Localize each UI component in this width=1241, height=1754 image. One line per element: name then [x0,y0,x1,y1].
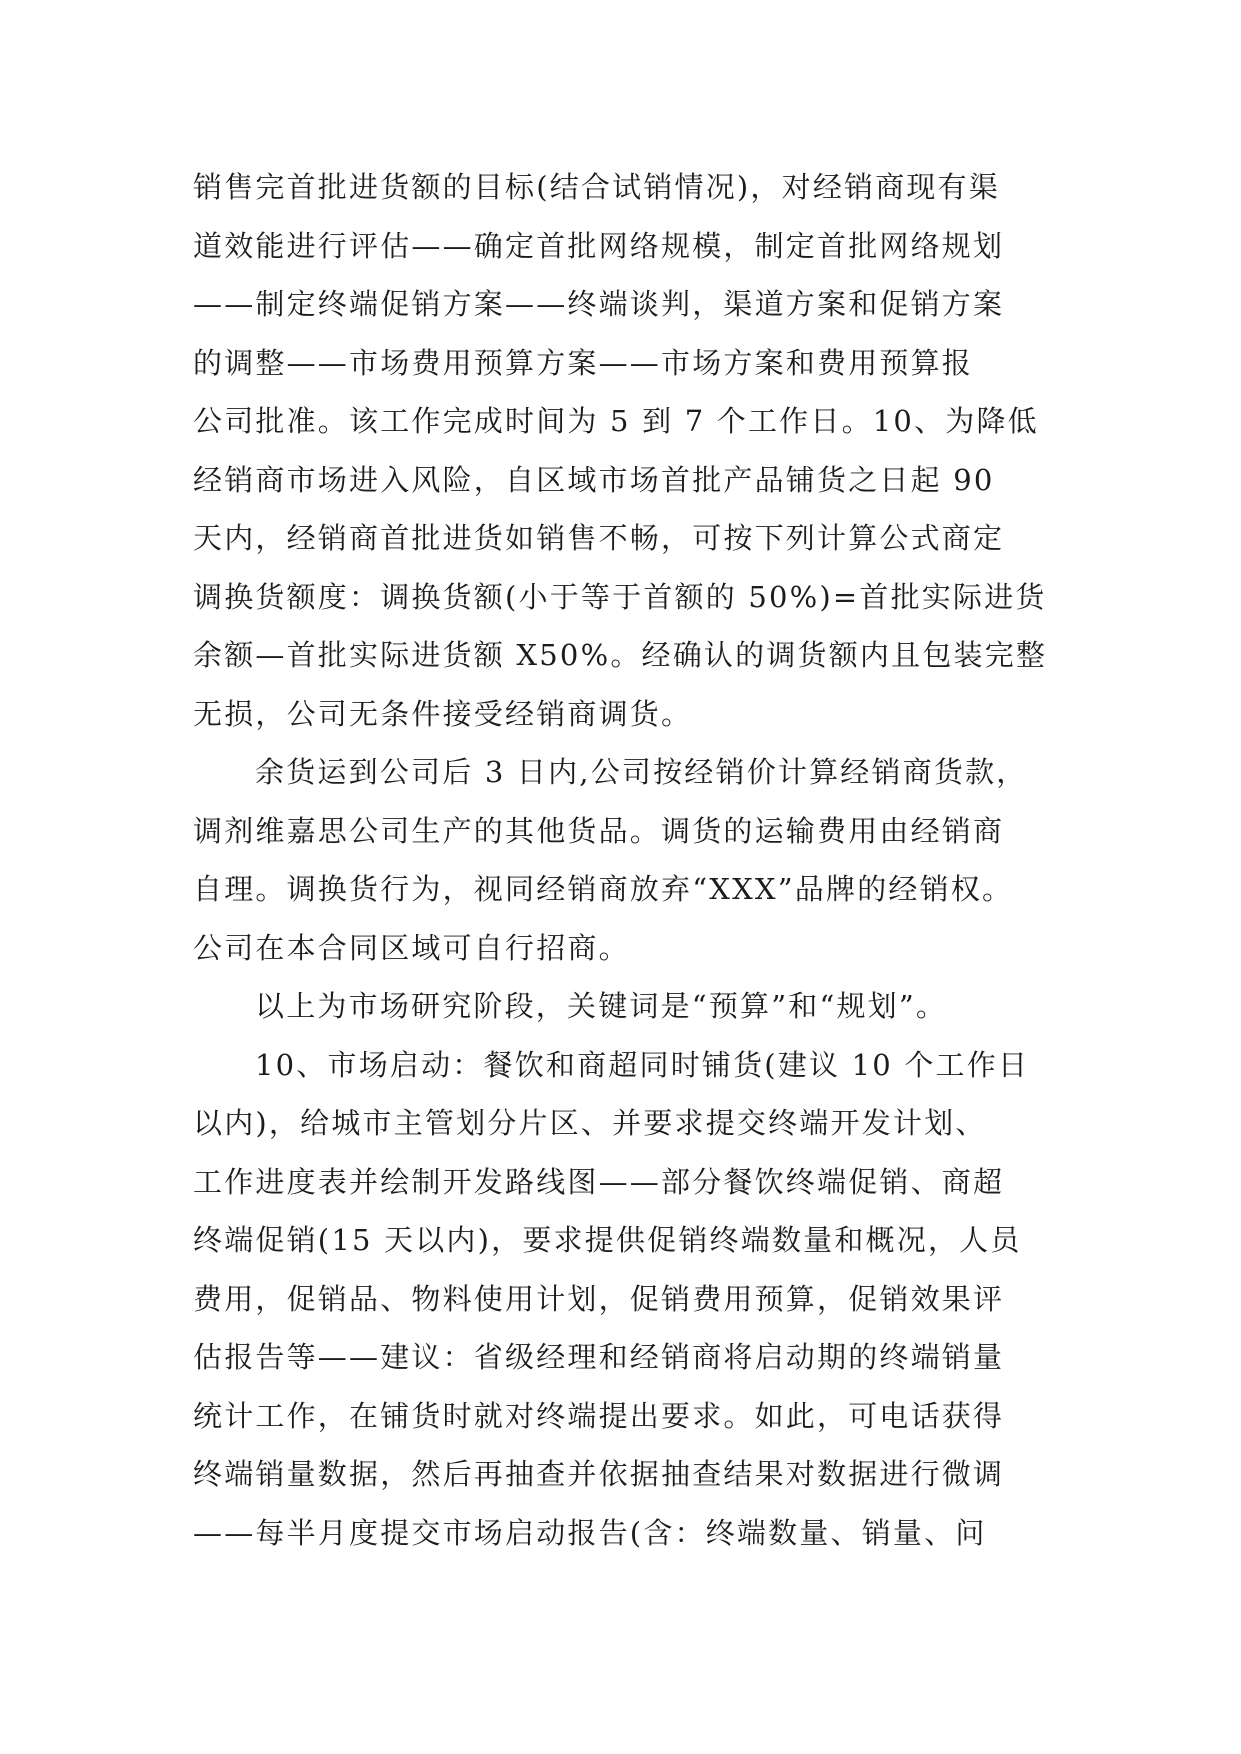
text-line: 终端销量数据，然后再抽查并依据抽查结果对数据进行微调 [193,1457,1005,1491]
text-line: ——制定终端促销方案——终端谈判，渠道方案和促销方案 [193,287,1005,321]
text-line: 公司在本合同区域可自行招商。 [193,930,630,965]
text-line: 调剂维嘉思公司生产的其他货品。调货的运输费用由经销商 [193,813,1005,848]
text-line: 天内，经销商首批进货如销售不畅，可按下列计算公式商定 [193,521,1005,555]
text-line: 自理。调换货行为，视同经销商放弃“XXX”品牌的经销权。 [193,872,1014,906]
text-line: ——每半月度提交市场启动报告(含：终端数量、销量、问 [193,1515,987,1550]
text-line: 无损，公司无条件接受经销商调货。 [193,696,693,731]
text-line: 以内)，给城市主管划分片区、并要求提交终端开发计划、 [193,1106,987,1140]
paragraph-first-line: 以上为市场研究阶段，关键词是“预算”和“规划”。 [255,989,948,1023]
paragraph-first-line: 10、市场启动：餐饮和商超同时铺货(建议 10 个工作日 [255,1047,1030,1082]
text-line: 费用，促销品、物料使用计划，促销费用预算，促销效果评 [193,1281,1005,1316]
text-line: 终端促销(15 天以内)，要求提供促销终端数量和概况，人员 [193,1223,1022,1257]
text-line: 调换货额度：调换货额(小于等于首额的 50%)=首批实际进货 [193,579,1047,614]
body-text [193,158,1073,1562]
text-line: 道效能进行评估——确定首批网络规模，制定首批网络规划 [193,228,1005,263]
text-line: 余额—首批实际进货额 X50%。经确认的调货额内且包装完整 [193,638,1048,672]
text-line: 的调整——市场费用预算方案——市场方案和费用预算报 [193,345,974,380]
text-line: 估报告等——建议：省级经理和经销商将启动期的终端销量 [193,1340,1005,1374]
text-line: 经销商市场进入风险，自区域市场首批产品铺货之日起 90 [193,462,995,497]
paragraph-first-line: 余货运到公司后 3 日内,公司按经销价计算经销商货款， [255,755,1028,789]
text-line: 工作进度表并绘制开发路线图——部分餐饮终端促销、商超 [193,1164,1005,1199]
text-line: 统计工作，在铺货时就对终端提出要求。如此，可电话获得 [193,1398,1005,1433]
text-line: 销售完首批进货额的目标(结合试销情况)，对经销商现有渠 [193,170,1001,204]
text-line: 公司批准。该工作完成时间为 5 到 7 个工作日。10、为降低 [193,404,1039,438]
